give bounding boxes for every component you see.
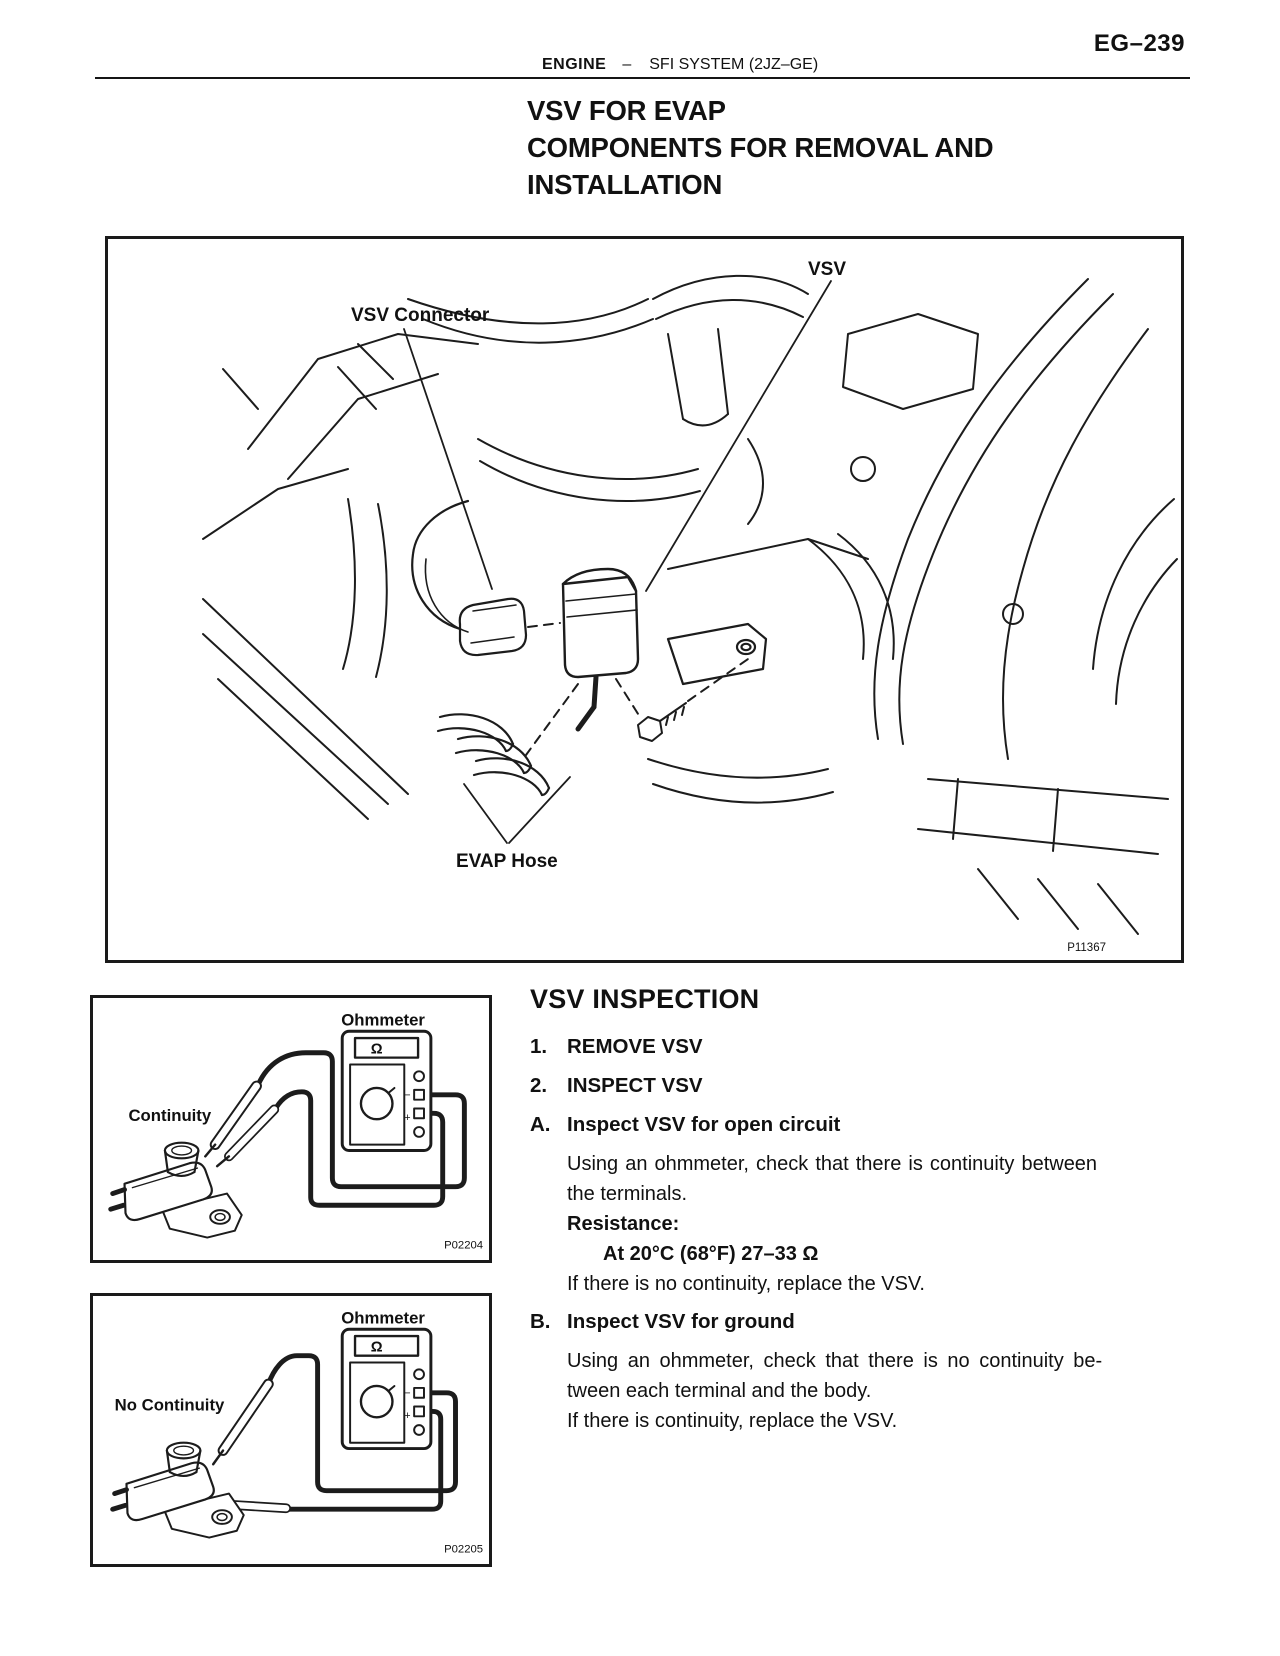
section-a-body bbox=[567, 1149, 1142, 1299]
note-line: If there is no continuity, replace the VSV. bbox=[567, 1273, 925, 1295]
section-letter: A. bbox=[530, 1113, 551, 1136]
header-rule bbox=[95, 77, 1190, 79]
figure-code: P02205 bbox=[444, 1543, 484, 1556]
figure-code: P11367 bbox=[1067, 942, 1106, 954]
leader-lines bbox=[404, 281, 831, 843]
step-number: 1. bbox=[530, 1035, 548, 1058]
step-label: INSPECT VSV bbox=[567, 1074, 703, 1097]
body-line: tween each terminal and the body. bbox=[567, 1380, 872, 1402]
bracket-drawing bbox=[668, 624, 766, 684]
figure-code: P02204 bbox=[444, 1239, 484, 1252]
label-evap-hose: EVAP Hose bbox=[456, 851, 558, 872]
state-label: Continuity bbox=[128, 1106, 212, 1126]
plus-mark: + bbox=[404, 1410, 411, 1423]
vsv-valve-icon bbox=[111, 1143, 242, 1238]
title-line-2: COMPONENTS FOR REMOVAL AND bbox=[527, 132, 994, 163]
step-1 bbox=[530, 1032, 1142, 1062]
step-label: REMOVE VSV bbox=[567, 1035, 703, 1058]
no-continuity-figure bbox=[90, 1293, 492, 1567]
vsv-valve-icon bbox=[113, 1443, 244, 1538]
ohmmeter-icon bbox=[342, 1329, 431, 1448]
body-line: Using an ohmmeter, check that there is continuity between bbox=[567, 1153, 1098, 1175]
page-number: EG–239 bbox=[1093, 30, 1185, 57]
body-line: the terminals. bbox=[567, 1183, 688, 1205]
evap-hoses-drawing bbox=[438, 714, 549, 795]
section-letter: B. bbox=[530, 1310, 551, 1333]
plus-mark: + bbox=[404, 1112, 411, 1125]
ohm-display-symbol: Ω bbox=[370, 1041, 383, 1058]
vsv-valve-drawing bbox=[563, 569, 638, 729]
inspection-section bbox=[530, 984, 1142, 1436]
step-number: 2. bbox=[530, 1074, 548, 1097]
note-line: If there is continuity, replace the VSV. bbox=[567, 1410, 898, 1432]
spec-value: At 20°C (68°F) 27–33 Ω bbox=[603, 1243, 819, 1265]
continuity-illustration bbox=[93, 998, 489, 1260]
header-dash: – bbox=[622, 56, 632, 73]
title-line-3: INSTALLATION bbox=[527, 169, 723, 200]
mounting-bolt-drawing bbox=[638, 703, 686, 741]
components-figure bbox=[105, 236, 1184, 963]
label-vsv-connector: VSV Connector bbox=[351, 305, 490, 326]
no-continuity-illustration bbox=[93, 1296, 489, 1564]
engine-background-lines bbox=[203, 276, 1177, 934]
state-label: No Continuity bbox=[114, 1395, 225, 1415]
test-probe-icon bbox=[205, 1086, 274, 1166]
spec-label: Resistance: bbox=[567, 1213, 680, 1235]
ohm-display-symbol: Ω bbox=[370, 1339, 383, 1356]
section-b-title bbox=[530, 1307, 1142, 1337]
section-title: Inspect VSV for open circuit bbox=[567, 1113, 841, 1136]
body-line: Using an ohmmeter, check that there is no continuity be- bbox=[567, 1350, 1103, 1372]
section-a-title bbox=[530, 1110, 1142, 1140]
label-vsv: VSV bbox=[808, 259, 847, 280]
header-system: SFI SYSTEM (2JZ–GE) bbox=[649, 56, 819, 73]
step-2 bbox=[530, 1071, 1142, 1101]
minus-mark: − bbox=[404, 1089, 411, 1102]
minus-mark: − bbox=[404, 1387, 411, 1400]
continuity-figure bbox=[90, 995, 492, 1263]
header-section: ENGINE bbox=[542, 56, 607, 73]
section-b-body bbox=[567, 1346, 1142, 1436]
running-header bbox=[542, 56, 818, 74]
ohmmeter-icon bbox=[342, 1031, 431, 1150]
ohmmeter-label: Ohmmeter bbox=[341, 1308, 425, 1328]
section-heading: VSV INSPECTION bbox=[530, 984, 760, 1014]
engine-bay-illustration bbox=[108, 239, 1181, 960]
section-title: Inspect VSV for ground bbox=[567, 1310, 795, 1333]
page-title bbox=[527, 92, 993, 203]
title-line-1: VSV FOR EVAP bbox=[527, 95, 726, 126]
ohmmeter-label: Ohmmeter bbox=[341, 1010, 425, 1030]
